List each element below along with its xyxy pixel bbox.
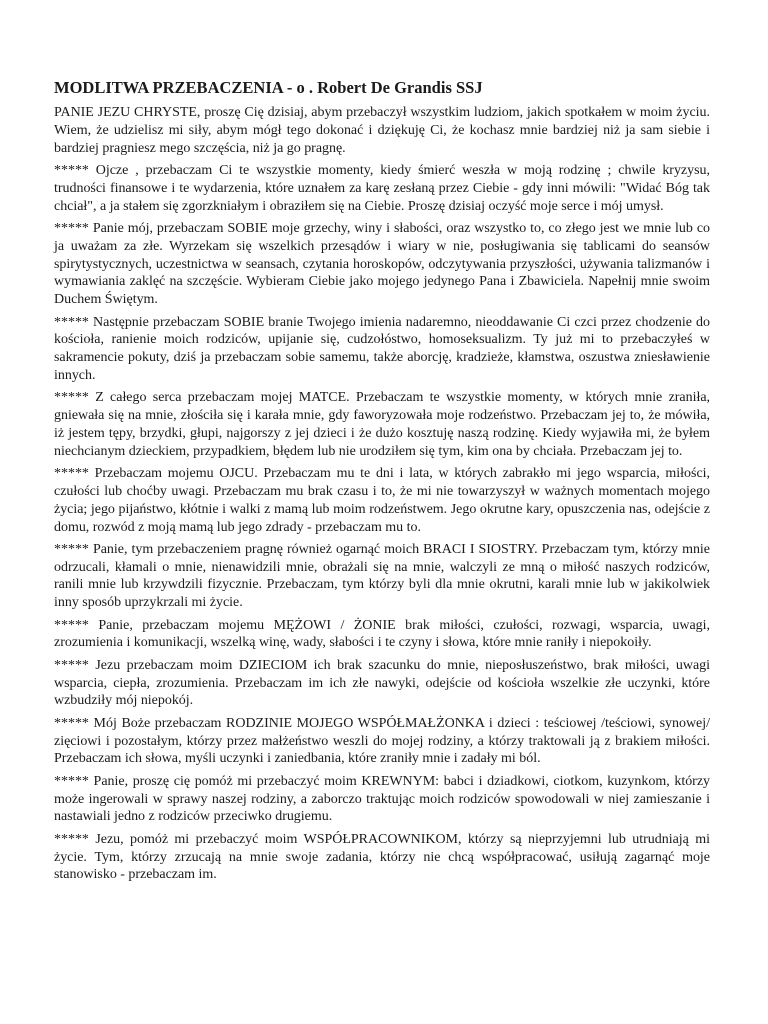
paragraph-father: ***** Przebaczam mojemu OJCU. Przebaczam mu te dni i lata, w których zabrakło mi jego wsparcia, miłości, czułości lub choćby uwagi. Przebaczam mu brak czasu i to, że mi nie towarzyszył w ważnych momentach mojego życia; jego pijaństwo, kłótnie i walki z mamą lub moim rodzeństwem. Jego okrutne kary, opuszczenia nas, odejście z domu, rozwód z moją mamą lub jego zdrady - przebaczam mu to. (54, 466, 710, 535)
paragraph-in-laws: ***** Mój Boże przebaczam RODZINIE MOJEGO WSPÓŁMAŁŻONKA i dzieci : teściowej /teściowi, synowej/ zięciowi i pozostałym, którzy przez małżeństwo weszli do mojej rodziny, a którzy traktowali ją z brakiem miłości. Przebaczam ich słowa, myśli uczynki i zaniedbania, które zraniły mnie i zadały mi ból. (54, 715, 710, 767)
paragraph-children: ***** Jezu przebaczam moim DZIECIOM ich brak szacunku do mnie, nieposłuszeństwo, brak miłości, uwagi wsparcia, ciepła, zrozumienia. Przebaczam im ich złe nawyki, odejście od kościoła wszelkie złe uczynki, które wzbudziły mój niepokój. (54, 657, 710, 709)
paragraph-father-god: ***** Ojcze , przebaczam Ci te wszystkie momenty, kiedy śmierć weszła w moją rodzinę ; chwile kryzysu, trudności finansowe i te wydarzenia, które uznałem za karę zesłaną przez Ciebie - gdy inni mówili: "Widać Bóg tak chciał", a ja stałem się zgorzkniałym i obraziłem się na Ciebie. Proszę dzisiaj oczyść moje serce i mój umysł. (54, 162, 710, 214)
paragraph-intro: PANIE JEZU CHRYSTE, proszę Cię dzisiaj, abym przebaczył wszystkim ludziom, jakich spotkałem w moim życiu. Wiem, że udzielisz mi siły, abym mógł tego dokonać i dziękuję Ci, że kochasz mnie bardziej niż ja sam siebie i bardziej pragniesz mego szczęścia, niż ja go pragnę. (54, 105, 710, 156)
document-title: MODLITWA PRZEBACZENIA - o . Robert De Grandis SSJ (54, 78, 483, 97)
paragraph-coworkers: ***** Jezu, pomóż mi przebaczyć moim WSPÓŁPRACOWNIKOM, którzy są nieprzyjemni lub utrudniają mi życie. Tym, którzy zrzucają na mnie swoje zadania, którzy nie chcą współpracować, usiłują zagarnąć moje stanowisko - przebaczam im. (54, 831, 710, 883)
document-page (54, 78, 710, 889)
paragraph-relatives: ***** Panie, proszę cię pomóż mi przebaczyć moim KREWNYM: babci i dziadkowi, ciotkom, kuzynkom, którzy może ingerowali w sprawy naszej rodziny, a zaborczo traktując moich rodziców spowodowali w niej zamieszanie i nastawiali jedno z rodziców przeciwko drugiemu. (54, 773, 710, 825)
paragraph-spouse: ***** Panie, przebaczam mojemu MĘŻOWI / ŻONIE brak miłości, czułości, rozwagi, wsparcia, uwagi, zrozumienia i komunikacji, wszelką winę, wady, słabości i te czyny i słowa, które mnie raniły i niepokoiły. (54, 617, 710, 651)
paragraph-self-forgiveness: ***** Następnie przebaczam SOBIE branie Twojego imienia nadaremno, nieoddawanie Ci czci przez chodzenie do kościoła, ranienie moich rodziców, upijanie się, cudzołóstwo, homoseksualizm. Ty już mi to przebaczyłeś w sakramencie pokuty, dziś ja przebaczam sobie samemu, także aborcję, kradzieże, kłamstwa, oszustwa zniesławienie innych. (54, 314, 710, 383)
paragraph-self-sins: ***** Panie mój, przebaczam SOBIE moje grzechy, winy i słabości, oraz wszystko to, co złego jest we mnie lub co ja uważam za złe. Wyrzekam się wszelkich przesądów i wiary w nie, posługiwania się tablicami do seansów spirytystycznych, uczestnictwa w seansach, czytania horoskopów, odczytywania przyszłości, używania talizmanów i wymawiania zaklęć na szczęście. Wybieram Ciebie jako mojego jedynego Pana i Zbawiciela. Napełnij mnie swoim Duchem Świętym. (54, 220, 710, 308)
paragraph-siblings: ***** Panie, tym przebaczeniem pragnę również ogarnąć moich BRACI I SIOSTRY. Przebaczam tym, którzy mnie odrzucali, kłamali o mnie, nienawidzili mnie, obrażali się na mnie, walczyli ze mną o miłość naszych rodziców, ranili mnie lub krzywdzili fizycznie. Przebaczam, tym którzy byli dla mnie okrutni, karali mnie lub w jakikolwiek inny sposób uprzykrzali mi życie. (54, 541, 710, 611)
paragraph-mother: ***** Z całego serca przebaczam mojej MATCE. Przebaczam te wszystkie momenty, w których mnie zraniła, gniewała się na mnie, złościła się i karała mnie, gdy faworyzowała moje rodzeństwo. Przebaczam jej to, że mówiła, iż jestem tępy, brzydki, głupi, najgorszy z jej dzieci i że dużo kosztuję naszą rodzinę. Kiedy wyjawiła mi, że byłem niechcianym dzieckiem, przypadkiem, błędem lub nie urodziłem się tym, kim ona by chciała. Przebaczam jej to. (54, 390, 710, 459)
